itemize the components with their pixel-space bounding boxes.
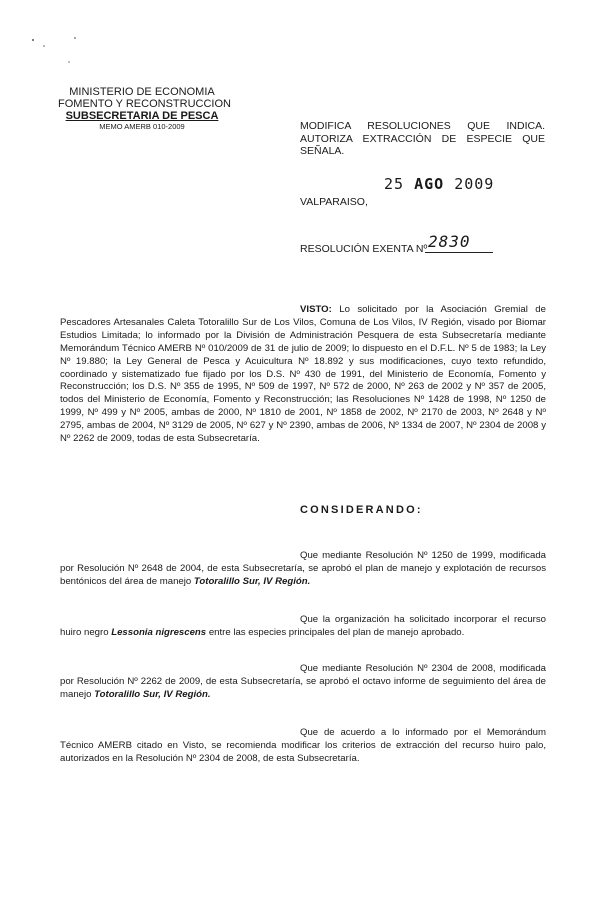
place-label: VALPARAISO, bbox=[300, 196, 368, 208]
letterhead bbox=[58, 86, 231, 132]
area-name-emphasis-2: Totoralillo Sur, IV Región. bbox=[94, 688, 211, 700]
date-stamp bbox=[384, 175, 494, 193]
considerando-2-text-a: Que la organización ha solicitado incorporar el recurso huiro negro bbox=[60, 614, 546, 638]
date-day: 25 bbox=[384, 175, 405, 193]
considerando-paragraph-1 bbox=[60, 550, 546, 589]
resolution-label: RESOLUCIÓN EXENTA Nº bbox=[300, 243, 428, 255]
visto-paragraph bbox=[60, 304, 546, 446]
date-year: 2009 bbox=[454, 175, 495, 193]
ministry-line-2: FOMENTO Y RECONSTRUCCION bbox=[58, 98, 231, 110]
considerando-paragraph-2 bbox=[60, 614, 546, 640]
considerando-4-text: Que de acuerdo a lo informado por el Memorándum Técnico AMERB citado en Visto, se recomienda modificar los criterios de extracción del recurso huiro palo, autorizados en la Resolución Nº 2304 de 2008, de esta Subsecretaría. bbox=[60, 727, 546, 764]
resolution-subject: MODIFICA RESOLUCIONES QUE INDICA. AUTORIZA EXTRACCIÓN DE ESPECIE QUE SEÑALA. bbox=[300, 120, 545, 157]
considerando-3-text: Que mediante Resolución Nº 2304 de 2008, modificada por Resolución Nº 2262 de 2009, de esta Subsecretaría, se aprobó el octavo informe de seguimiento del área de manejo bbox=[60, 663, 546, 700]
considerando-2-text-b: entre las especies principales del plan de manejo aprobado. bbox=[208, 626, 465, 638]
resolution-underline bbox=[425, 252, 493, 253]
memo-reference: MEMO AMERB 010-2009 bbox=[99, 122, 185, 131]
subsecretaria-title: SUBSECRETARIA DE PESCA bbox=[65, 110, 219, 122]
species-name-emphasis: Lessonia nigrescens bbox=[111, 626, 207, 638]
ministry-line-1: MINISTERIO DE ECONOMIA bbox=[69, 86, 215, 98]
visto-label: VISTO: bbox=[300, 304, 332, 315]
considerando-paragraph-3 bbox=[60, 663, 546, 702]
date-month: AGO bbox=[414, 175, 445, 193]
considerando-1-text: Que mediante Resolución Nº 1250 de 1999, modificada por Resolución Nº 2648 de 2004, de esta Subsecretaría, se aprobó el plan de manejo y explotación de recursos bentónicos del área de manejo bbox=[60, 550, 546, 587]
considerando-paragraph-4 bbox=[60, 727, 546, 766]
visto-text: Lo solicitado por la Asociación Gremial de Pescadores Artesanales Caleta Totoralillo Sur de Los Vilos, Comuna de Los Vilos, IV Región, visado por Biomar Estudios Limitada; lo informado por la División de Administración Pesquera de esta Subsecretaría mediante Memorándum Técnico AMERB Nº 010/2009 de 31 de julio de 2009; lo dispuesto en el D.F.L. Nº 5 de 1983; la Ley Nº 19.880; la Ley General de Pesca y Acuicultura Nº 18.892 y sus modificaciones, cuyo texto refundido, coordinado y sistematizado fue fijado por los D.S. Nº 430 de 1991, del Ministerio de Economía, Fomento y Reconstrucción; los D.S. Nº 355 de 1995, Nº 509 de 1997, Nº 572 de 2000, Nº 263 de 2002 y Nº 357 de 2005, todos del Ministerio de Economía, Fomento y Reconstrucción; las Resoluciones Nº 1428 de 1998, Nº 1250 de 1999, Nº 499 y Nº 2005, ambas de 2000, Nº 1810 de 2001, Nº 1858 de 2002, Nº 2170 de 2003, Nº 2648 y Nº 2795, ambas de 2004, Nº 3129 de 2005, Nº 627 y Nº 2390, ambas de 2006, Nº 1334 de 2007, Nº 2304 de 2008 y Nº 2262 de 2009, todas de esta Subsecretaría. bbox=[60, 304, 546, 445]
resolution-number: 2830 bbox=[428, 232, 471, 251]
considerando-title: CONSIDERANDO: bbox=[300, 504, 423, 516]
area-name-emphasis: Totoralillo Sur, IV Región. bbox=[193, 575, 311, 587]
